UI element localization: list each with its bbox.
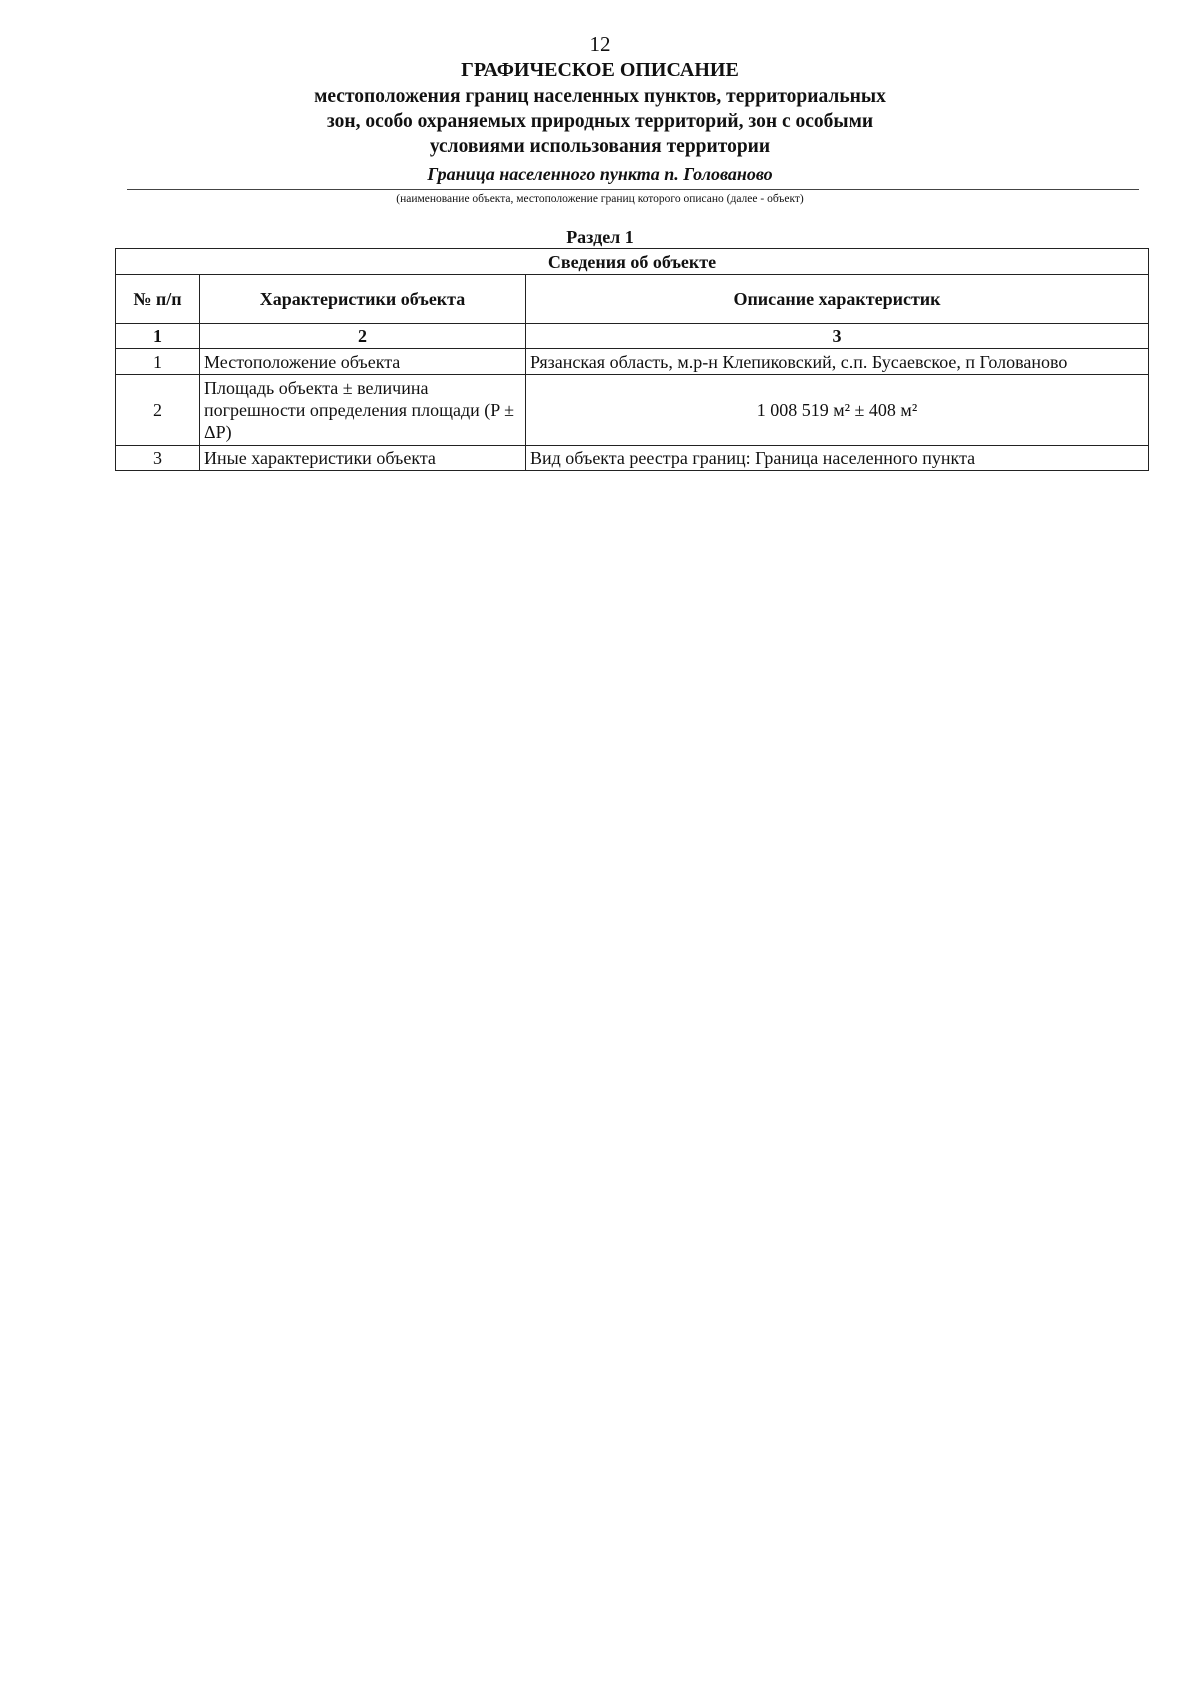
object-name-underline [127,189,1139,190]
table-row [116,375,1149,446]
subtitle-line: местоположения границ населенных пунктов, территориальных [314,86,886,107]
row-description: Вид объекта реестра границ: Граница населенного пункта [526,446,1149,471]
column-header-number: № п/п [116,275,200,324]
column-number: 1 [116,324,200,349]
subtitle-line: зон, особо охраняемых природных территорий, зон с особыми [326,111,874,132]
table-caption-row [116,249,1149,275]
page-number: 12 [589,32,611,56]
column-number-row [116,324,1149,349]
row-description: 1 008 519 м² ± 408 м² [526,375,1149,446]
document-title: ГРАФИЧЕСКОЕ ОПИСАНИЕ [461,59,739,81]
column-number: 3 [526,324,1149,349]
row-number: 3 [116,446,200,471]
row-characteristic: Площадь объекта ± величина погрешности определения площади (P ± ΔP) [200,375,526,446]
row-number: 2 [116,375,200,446]
subtitle-line: условиями использования территории [429,136,771,157]
object-info-table [115,248,1149,471]
row-number: 1 [116,349,200,375]
object-caption: (наименование объекта, местоположение границ которого описано (далее - объект) [396,193,804,205]
table-header-row [116,275,1149,324]
column-header-characteristic: Характеристики объекта [200,275,526,324]
column-header-description: Описание характеристик [526,275,1149,324]
column-number: 2 [200,324,526,349]
table-row [116,446,1149,471]
section-title: Раздел 1 [566,227,634,247]
row-characteristic: Местоположение объекта [200,349,526,375]
row-characteristic: Иные характеристики объекта [200,446,526,471]
document-subtitle [0,84,1200,159]
table-caption: Сведения об объекте [116,249,1149,275]
row-description: Рязанская область, м.р-н Клепиковский, с.п. Бусаевское, п Голованово [526,349,1149,375]
table-row [116,349,1149,375]
object-name: Граница населенного пункта п. Голованово [427,164,773,184]
